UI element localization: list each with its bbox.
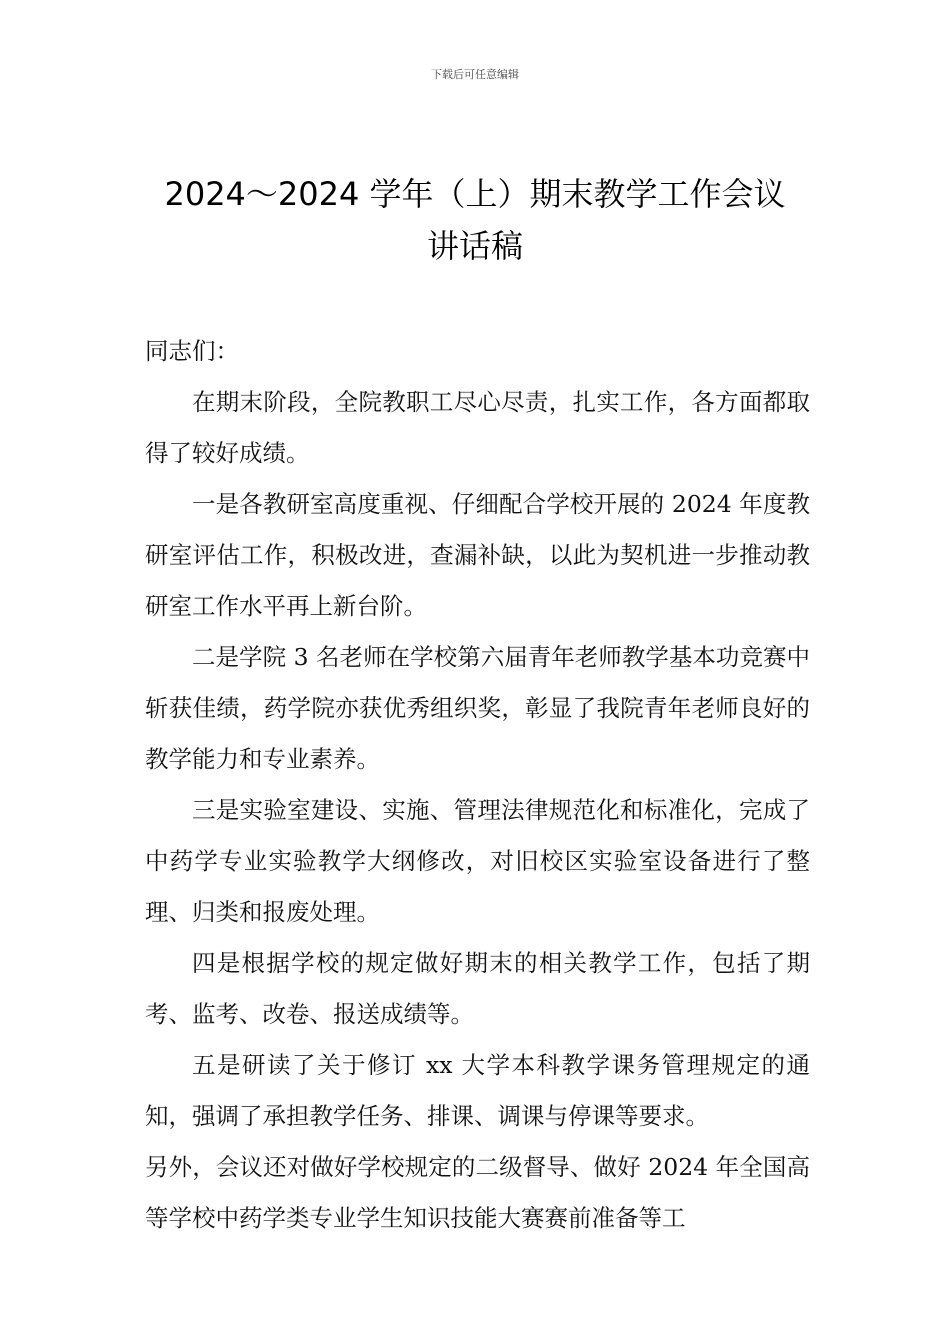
page-header-note: 下载后可任意编辑 [431, 68, 519, 81]
paragraph-point-1: 一是各教研室高度重视、仔细配合学校开展的 2024 年度教研室评估工作，积极改进，查漏补缺，以此为契机进一步推动教研室工作水平再上新台阶。 [145, 490, 810, 620]
paragraph-point-5: 五是研读了关于修订 xx 大学本科教学课务管理规定的通知，强调了承担教学任务、排课、调课与停课等要求。 [145, 1051, 810, 1130]
document-title-line-2: 讲话稿 [426, 227, 523, 265]
paragraph-point-3: 三是实验室建设、实施、管理法律规范化和标准化，完成了中药学专业实验教学大纲修改，对旧校区实验室设备进行了整理、归类和报废处理。 [145, 796, 810, 926]
document-title-line-1: 2024～2024 学年（上）期末教学工作会议 [164, 175, 786, 213]
paragraph-point-4: 四是根据学校的规定做好期末的相关教学工作，包括了期考、监考、改卷、报送成绩等。 [145, 949, 810, 1028]
salutation: 同志们： [145, 337, 239, 365]
paragraph-point-2: 二是学院 3 名老师在学校第六届青年老师教学基本功竞赛中斩获佳绩，药学院亦获优秀组织奖，彰显了我院青年老师良好的教学能力和专业素养。 [145, 643, 810, 773]
paragraph-continuation: 另外，会议还对做好学校规定的二级督导、做好 2024 年全国高等学校中药学类专业学生知识技能大赛赛前准备等工 [145, 1153, 810, 1232]
document-body [145, 326, 810, 1244]
paragraph-summary: 在期末阶段，全院教职工尽心尽责，扎实工作，各方面都取得了较好成绩。 [145, 388, 810, 467]
document-title [120, 168, 830, 272]
